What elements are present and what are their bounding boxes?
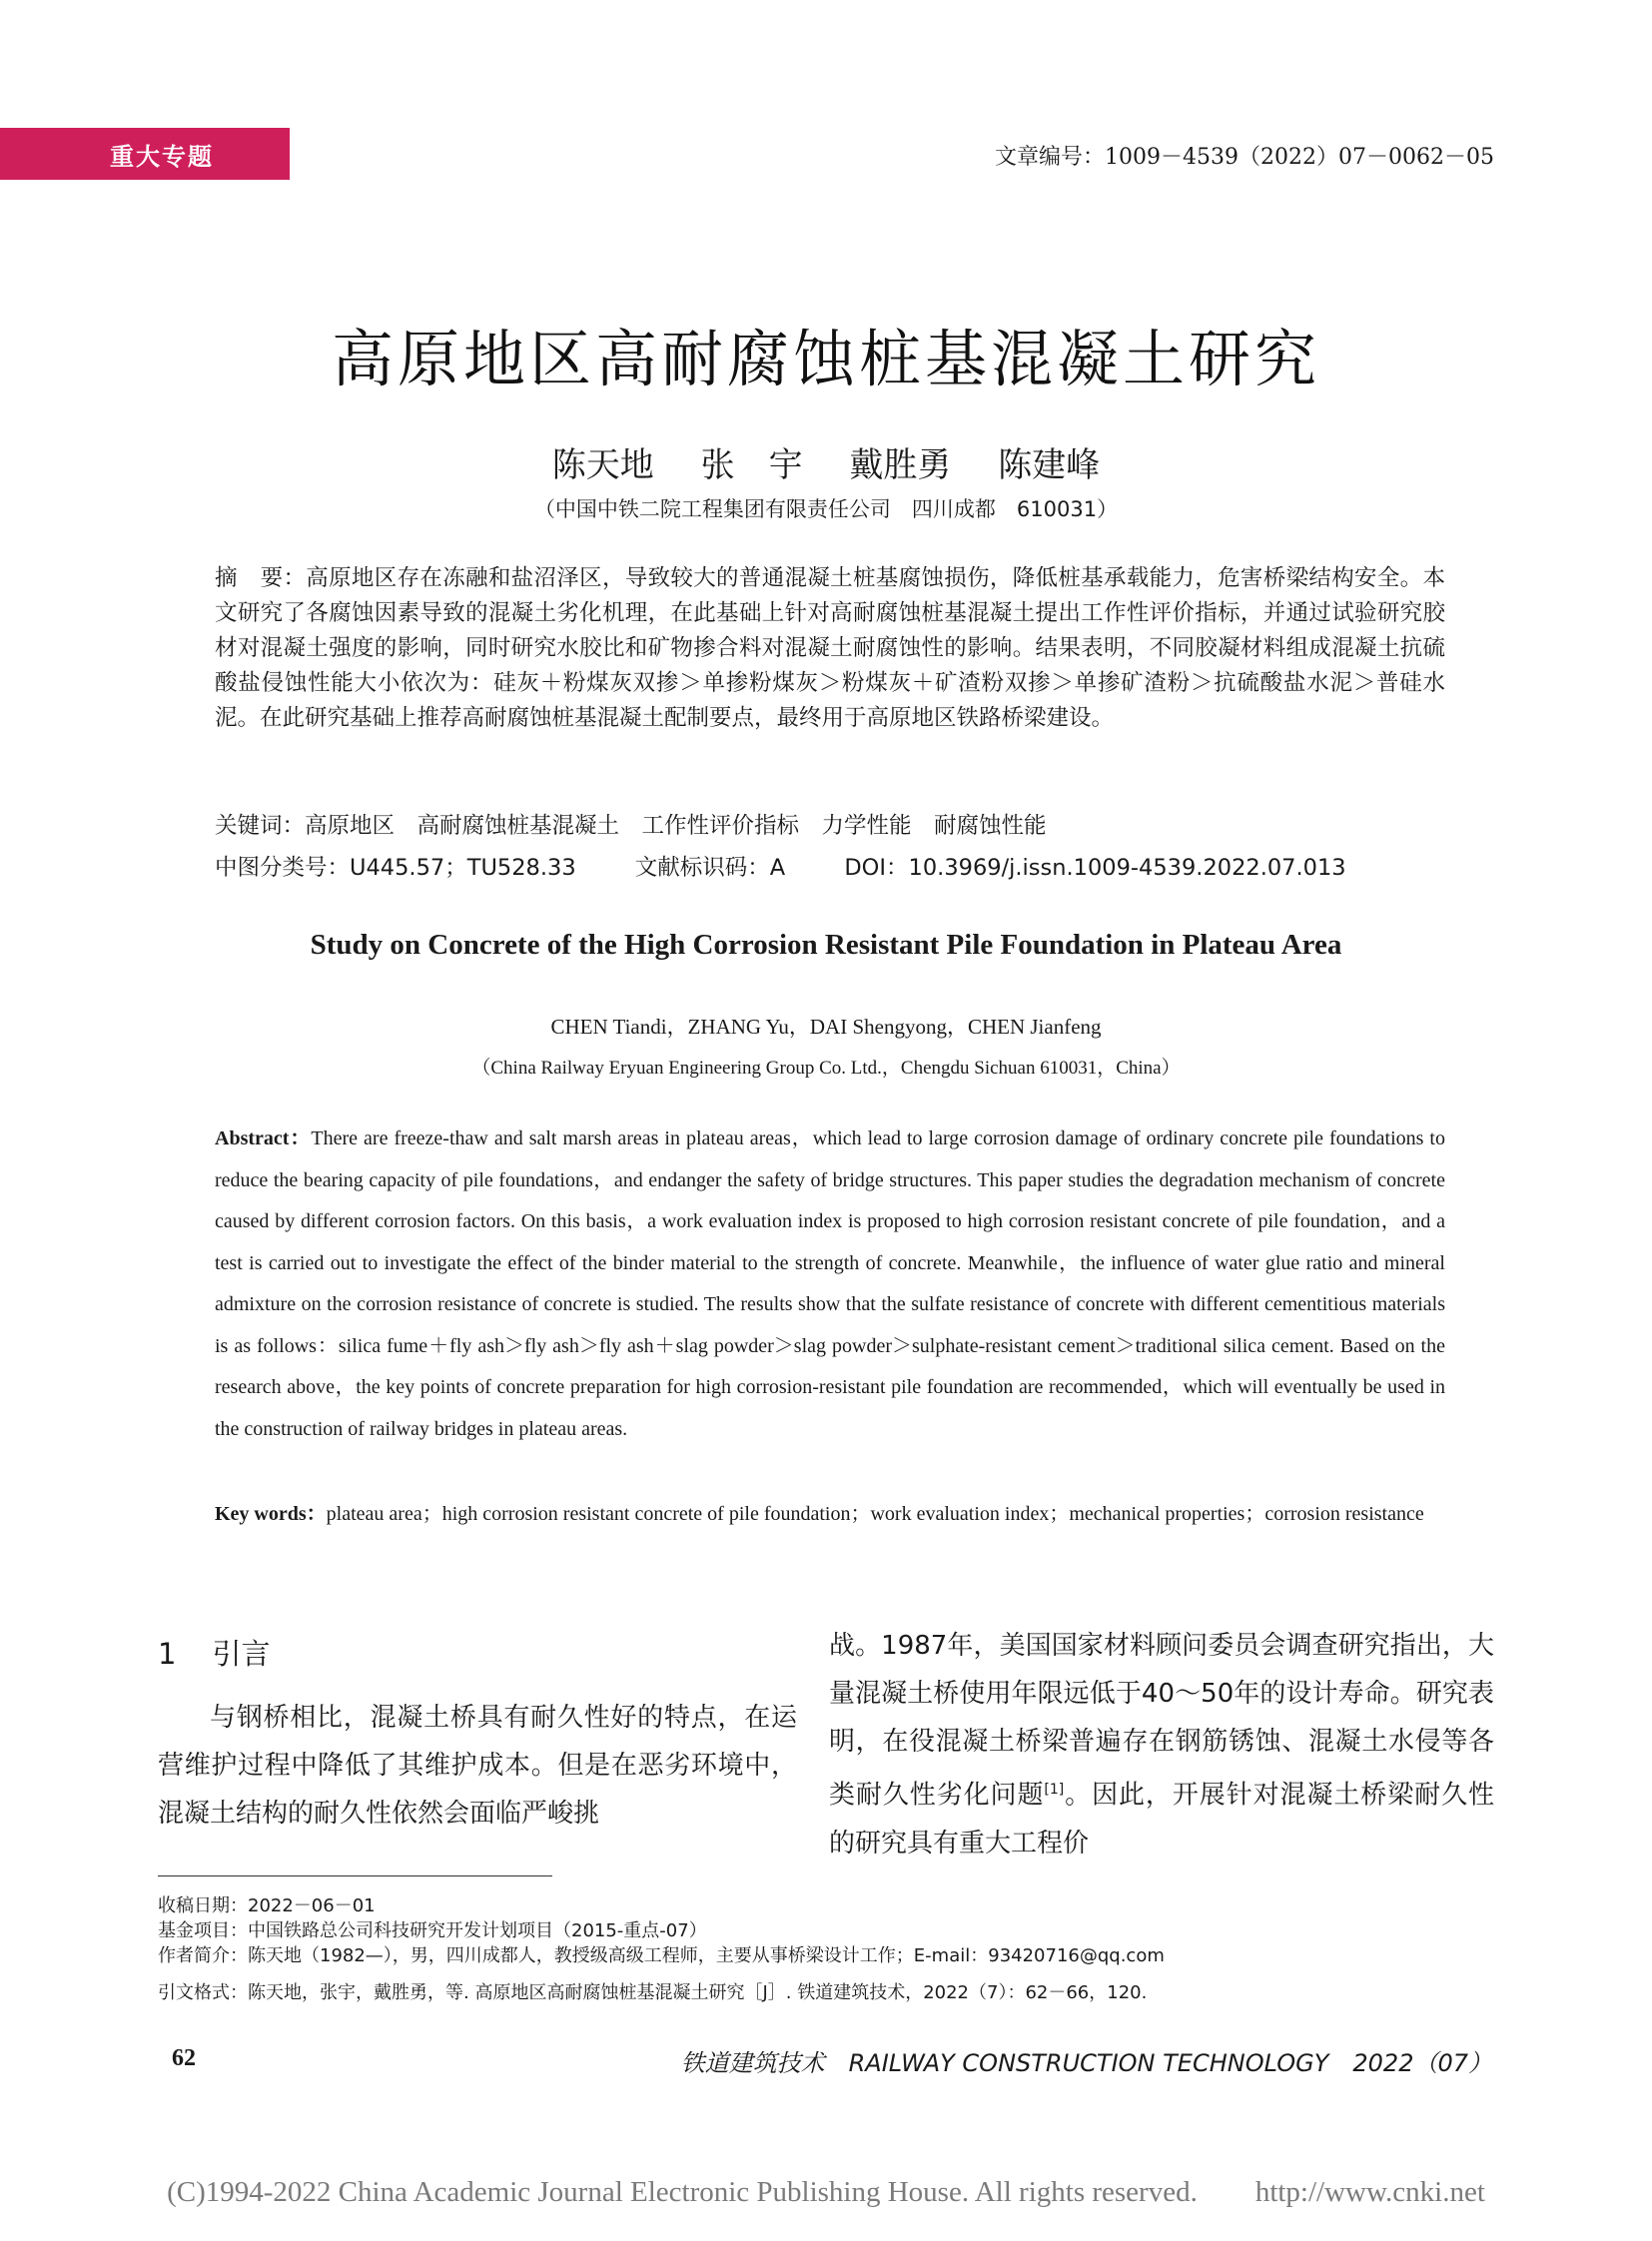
body-column-right (829, 1622, 1494, 1868)
citation-format: 引文格式：陈天地，张宇，戴胜勇，等. 高原地区高耐腐蚀桩基混凝土研究［J］. 铁道建筑技术，2022（7）：62－66，120. (158, 1982, 1148, 2003)
body-paragraph-cont: 。因此，开展针对混凝土桥梁耐久性的研究具有重大工程价 (829, 1780, 1494, 1859)
author-name: 戴胜勇 (849, 445, 952, 485)
chinese-keywords: 关键词：高原地区 高耐腐蚀桩基混凝土 工作性评价指标 力学性能 耐腐蚀性能 (215, 813, 1047, 839)
fund-project: 基金项目：中国铁路总公司科技研究开发计划项目（2015-重点-07） (158, 1920, 707, 1941)
doi: DOI：10.3969/j.issn.1009-4539.2022.07.013 (844, 855, 1346, 881)
english-title: Study on Concrete of the High Corrosion Resistant Pile Foundation in Plateau Area (310, 929, 1342, 961)
author-bio: 作者简介：陈天地（1982—），男，四川成都人，教授级高级工程师，主要从事桥梁设计工作；E-mail：93420716@qq.com (158, 1945, 1165, 1966)
footnotes (158, 1893, 1496, 2005)
author-name: 张 宇 (700, 445, 803, 485)
paper-title: 高原地区高耐腐蚀桩基混凝土研究 (331, 323, 1320, 395)
article-number: 文章编号：1009－4539（2022）07－0062－05 (995, 145, 1494, 170)
english-abstract-label: Abstract： (215, 1127, 312, 1149)
english-abstract-text: There are freeze-thaw and salt marsh areas in plateau areas，which lead to large corrosion damage of ordinary concrete pile foundations to reduce the bearing capacity of pile foundations，and endanger the safety of bridge structures. This paper studies the degradation mechanism of concrete caused by different corrosion factors. On this basis，a work evaluation index is proposed to high corrosion resistant concrete of pile foundation，and a test is carried out to investigate the effect of the binder material to the strength of concrete. Meanwhile，the influence of water glue ratio and mineral admixture on the corrosion resistance of concrete is studied. The results show that the sulfate resistance of concrete with different cementitious materials is as follows：silica fume＋fly ash＞fly ash＞fly ash＋slag powder＞slag powder＞sulphate-resistant cement＞traditional silica cement. Based on the research above，the key points of concrete preparation for high corrosion-resistant pile foundation are recommended，which will eventually be used in the construction of railway bridges in plateau areas. (215, 1127, 1445, 1440)
footnote-divider (158, 1875, 552, 1876)
affiliation: （中国中铁二院工程集团有限责任公司 四川成都 610031） (533, 497, 1119, 521)
chinese-abstract: 摘 要：高原地区存在冻融和盐沼泽区，导致较大的普通混凝土桩基腐蚀损伤，降低桩基承载能力，危害桥梁结构安全。本文研究了各腐蚀因素导致的混凝土劣化机理，在此基础上针对高耐腐蚀桩基混凝土提出工作性评价指标，并通过试验研究胶材对混凝土强度的影响，同时研究水胶比和矿物掺合料对混凝土耐腐蚀性的影响。结果表明，不同胶凝材料组成混凝土抗硫酸盐侵蚀性能大小依次为：硅灰＋粉煤灰双掺＞单掺粉煤灰＞粉煤灰＋矿渣粉双掺＞单掺矿渣粉＞抗硫酸盐水泥＞普硅水泥。在此研究基础上推荐高耐腐蚀桩基混凝土配制要点，最终用于高原地区铁路桥梁建设。 (215, 565, 1445, 731)
document-code: 文献标识码：A (634, 855, 786, 881)
english-affiliation: （China Railway Eryuan Engineering Group Co. Ltd.，Chengdu Sichuan 610031，China） (471, 1058, 1181, 1079)
english-abstract (215, 1119, 1445, 1450)
author-name: 陈建峰 (998, 445, 1101, 485)
clc-number: 中图分类号：U445.57；TU528.33 (215, 855, 576, 881)
section-tag (0, 128, 290, 180)
section-number: 1 (158, 1637, 177, 1671)
body-column-left (158, 1630, 797, 1838)
journal-name: 铁道建筑技术 RAILWAY CONSTRUCTION TECHNOLOGY 2022（07） (680, 2049, 1492, 2077)
copyright-notice: (C)1994-2022 China Academic Journal Electronic Publishing House. All rights reserved. http://www.cnki.net (167, 2176, 1485, 2208)
reference-marker: [1] (1044, 1782, 1065, 1798)
english-keywords (215, 1494, 1445, 1536)
page-number: 62 (172, 2045, 196, 2071)
author-list (0, 437, 1652, 486)
section-title: 引言 (212, 1637, 271, 1671)
classification-line (215, 851, 1445, 886)
english-authors: CHEN Tiandi，ZHANG Yu，DAI Shengyong，CHEN Jianfeng (550, 1015, 1102, 1039)
received-date: 收稿日期：2022－06－01 (158, 1895, 376, 1916)
section-tag-label: 重大专题 (110, 142, 214, 171)
english-keywords-label: Key words： (215, 1503, 327, 1525)
section-heading (158, 1630, 797, 1678)
author-name: 陈天地 (551, 445, 654, 485)
english-keywords-text: plateau area；high corrosion resistant concrete of pile foundation；work evaluation index；mechanical properties；corrosion resistance (326, 1503, 1424, 1525)
body-paragraph: 与钢桥相比，混凝土桥具有耐久性好的特点，在运营维护过程中降低了其维护成本。但是在恶劣环境中，混凝土结构的耐久性依然会面临严峻挑 (158, 1703, 797, 1829)
body-paragraph: 战。1987年，美国国家材料顾问委员会调查研究指出，大量混凝土桥使用年限远低于40～50年的设计寿命。研究表明，在役混凝土桥梁普遍存在钢筋锈蚀、混凝土水侵等各类耐久性劣化问题 (829, 1631, 1494, 1811)
